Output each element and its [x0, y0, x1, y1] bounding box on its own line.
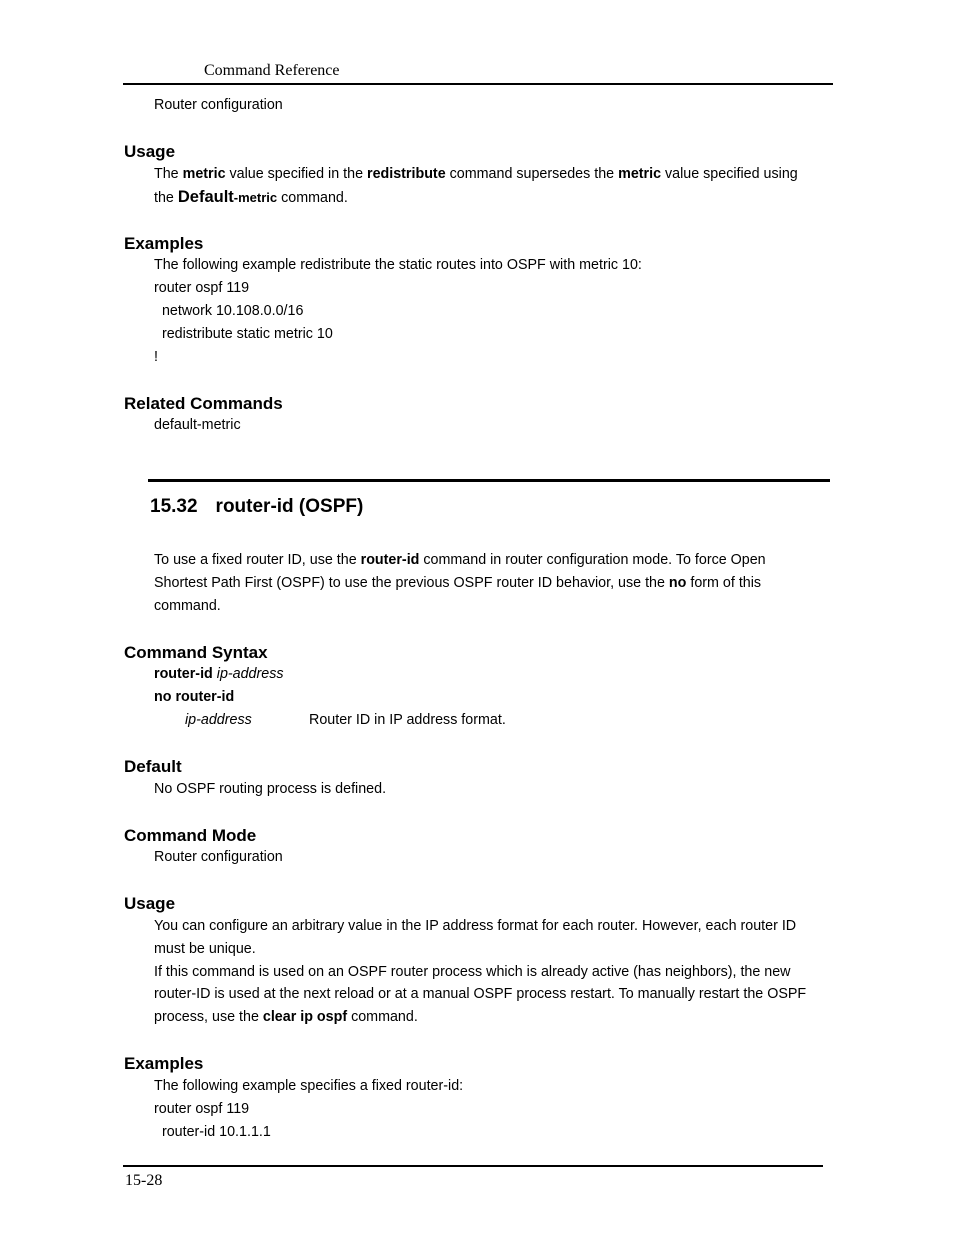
intro-line-1: To use a fixed router ID, use the router-id command in router configuration mode. To force Open — [154, 552, 766, 568]
example-line: router ospf 119 — [154, 1101, 250, 1117]
usage-line-3: If this command is used on an OSPF router process which is already active (has neighbors), the new — [154, 964, 791, 980]
examples-heading: Examples — [124, 1054, 204, 1073]
prev-examples-heading: Examples — [124, 234, 204, 253]
example-line: router-id 10.1.1.1 — [154, 1124, 271, 1140]
example-line: The following example specifies a fixed router-id: — [154, 1078, 464, 1094]
prev-example-line: redistribute static metric 10 — [154, 326, 333, 342]
section-name: router-id (OSPF) — [215, 496, 364, 517]
running-header: Command Reference — [204, 62, 340, 79]
syntax-line-1: router-id ip-address — [154, 666, 284, 682]
command-mode-text: Router configuration — [154, 849, 283, 865]
param-description: Router ID in IP address format. — [309, 712, 506, 728]
intro-line-3: command. — [154, 598, 221, 614]
prev-example-line: router ospf 119 — [154, 280, 250, 296]
usage-heading: Usage — [124, 894, 176, 913]
section-rule — [148, 479, 830, 482]
page-number: 15-28 — [125, 1172, 163, 1189]
section-title — [150, 496, 363, 518]
prev-example-line: ! — [154, 349, 158, 365]
param-name: ip-address — [185, 712, 252, 728]
prev-usage-line-2: the Default-metric command. — [154, 188, 348, 206]
usage-line-5: process, use the clear ip ospf command. — [154, 1009, 418, 1025]
usage-line-2: must be unique. — [154, 941, 256, 957]
command-mode-heading: Command Mode — [124, 826, 257, 845]
command-syntax-heading: Command Syntax — [124, 643, 268, 662]
prev-example-line: The following example redistribute the static routes into OSPF with metric 10: — [154, 257, 642, 273]
usage-line-1: You can configure an arbitrary value in the IP address format for each router. However, each router ID — [154, 918, 797, 934]
prev-usage-heading: Usage — [124, 142, 176, 161]
related-command-item: default-metric — [154, 417, 241, 433]
prev-mode-text: Router configuration — [154, 97, 283, 113]
related-commands-heading: Related Commands — [124, 394, 283, 413]
header-rule — [123, 83, 833, 85]
section-number: 15.32 — [150, 496, 198, 517]
usage-line-4: router-ID is used at the next reload or at a manual OSPF process restart. To manually restart the OSPF — [154, 986, 807, 1002]
default-text: No OSPF routing process is defined. — [154, 781, 387, 797]
prev-usage-line-1: The metric value specified in the redistribute command supersedes the metric value specified using — [154, 166, 798, 182]
prev-example-line: network 10.108.0.0/16 — [154, 303, 304, 319]
intro-line-2: Shortest Path First (OSPF) to use the previous OSPF router ID behavior, use the no form of this — [154, 575, 762, 591]
footer-rule — [123, 1165, 823, 1167]
syntax-line-2: no router-id — [154, 689, 235, 705]
default-heading: Default — [124, 757, 182, 776]
